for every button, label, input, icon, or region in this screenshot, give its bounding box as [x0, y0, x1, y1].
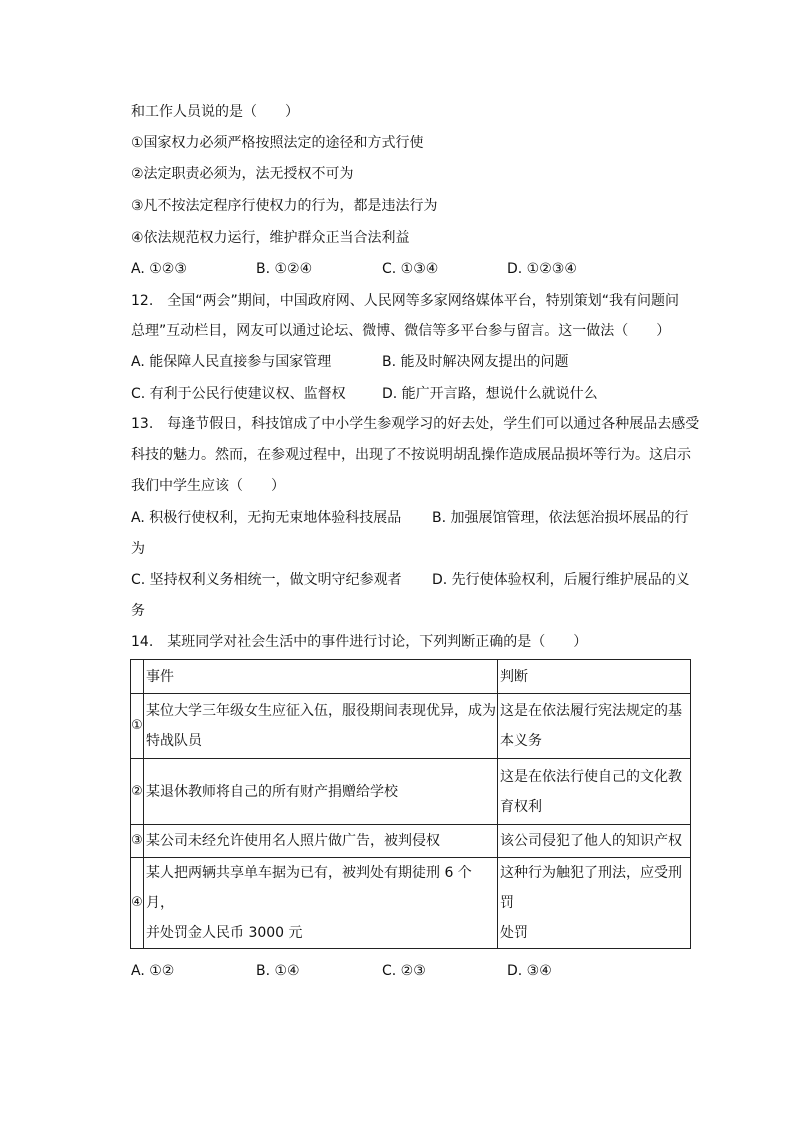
q12-option-a: A. 能保障人民直接参与国家管理: [131, 354, 332, 370]
q14-option-c: C. ②③: [382, 963, 426, 979]
event-text-line: 某人把两辆共享单车据为已有，被判处有期徒刑 6 个月，: [146, 865, 472, 911]
judgement-text-line: 该公司侵犯了他人的知识产权: [500, 833, 682, 849]
event-text-line: 某位大学三年级女生应征入伍，服役期间表现优异，成为: [146, 703, 496, 719]
header-num-cell: [131, 660, 144, 694]
table-header-row: [131, 660, 691, 694]
q12-option-c: C. 有利于公民行使建议权、监督权: [131, 386, 346, 402]
q12-stem-line-2: 总理”互动栏目，网友可以通过论坛、微博、微信等多平台参与留言。这一做法（ ）: [131, 323, 671, 339]
q11-option-d: D. ①②③④: [507, 261, 577, 277]
judgement-text-line: 处罚: [500, 925, 528, 941]
q11-option-c: C. ①③④: [382, 261, 439, 277]
judgement-text-line: 这是在依法履行宪法规定的基: [500, 703, 682, 719]
q11-statement-4: ④依法规范权力运行，维护群众正当合法利益: [131, 230, 410, 246]
event-cell: [144, 825, 498, 858]
header-judgement-cell: 判断: [498, 660, 691, 694]
q13-option-d-line-2: 务: [131, 603, 145, 619]
row-number: ④: [131, 858, 144, 949]
judgement-text-line: 这是在依法行使自己的文化教: [500, 768, 682, 785]
judgement-text-line: 这种行为触犯了刑法，应受刑罚: [500, 865, 682, 911]
event-judgement-table: [130, 659, 691, 949]
q14-option-a: A. ①②: [131, 963, 175, 979]
q11-statement-2: ②法定职责必须为，法无授权不可为: [131, 166, 354, 182]
row-number: ③: [131, 825, 144, 858]
row-number: ②: [131, 759, 144, 825]
q13-stem-line-2: 科技的魅力。然而，在参观过程中，出现了不按说明胡乱操作造成展品损坏等行为。这启示: [131, 447, 691, 463]
table-row: [131, 759, 691, 825]
judgement-cell: [498, 694, 691, 759]
q13-option-c: C. 坚持权利义务相统一，做文明守纪参观者: [131, 572, 402, 588]
q11-statement-3: ③凡不按法定程序行使权力的行为，都是违法行为: [131, 198, 438, 214]
q12-option-d: D. 能广开言路，想说什么就说什么: [382, 386, 598, 402]
table-row: [131, 694, 691, 759]
q13-option-a: A. 积极行使权利，无拘无束地体验科技展品: [131, 510, 402, 526]
judgement-cell: [498, 759, 691, 825]
judgement-cell: [498, 858, 691, 949]
event-cell: [144, 858, 498, 949]
q13-option-b-line-1: B. 加强展馆管理，依法惩治损坏展品的行: [432, 510, 689, 526]
q11-statement-1: ①国家权力必须严格按照法定的途径和方式行使: [131, 135, 424, 151]
judgement-text-line: 育权利: [500, 798, 542, 815]
table-row: [131, 825, 691, 858]
q13-option-b-line-2: 为: [131, 541, 145, 557]
q14-stem: 14. 某班同学对社会生活中的事件进行讨论，下列判断正确的是（ ）: [131, 634, 588, 650]
event-cell: [144, 759, 498, 825]
q13-option-d-line-1: D. 先行使体验权利，后履行维护展品的义: [432, 572, 690, 588]
row-number: ①: [131, 694, 144, 759]
q11-option-b: B. ①②④: [256, 261, 313, 277]
q12-stem-line-1: 12. 全国“两会”期间，中国政府网、人民网等多家网络媒体平台，特别策划“我有问题问: [131, 293, 680, 309]
event-text-line: 某退休教师将自己的所有财产捐赠给学校: [146, 783, 398, 800]
table-row: [131, 858, 691, 949]
event-text-line: 特战队员: [146, 733, 202, 749]
q14-option-b: B. ①④: [256, 963, 300, 979]
event-cell: [144, 694, 498, 759]
judgement-text-line: 本义务: [500, 733, 542, 749]
judgement-cell: [498, 825, 691, 858]
header-event-cell: 事件: [144, 660, 498, 694]
event-text-line: 并处罚金人民币 3000 元: [146, 925, 303, 941]
q11-option-a: A. ①②③: [131, 261, 187, 277]
q14-option-d: D. ③④: [507, 963, 552, 979]
q13-stem-line-3: 我们中学生应该（ ）: [131, 478, 285, 494]
event-text-line: 某公司未经允许使用名人照片做广告，被判侵权: [146, 833, 440, 849]
q11-stem-tail: 和工作人员说的是（ ）: [131, 104, 299, 120]
q13-stem-line-1: 13. 每逢节假日，科技馆成了中小学生参观学习的好去处，学生们可以通过各种展品去感受: [131, 416, 700, 432]
q12-option-b: B. 能及时解决网友提出的问题: [382, 354, 569, 370]
